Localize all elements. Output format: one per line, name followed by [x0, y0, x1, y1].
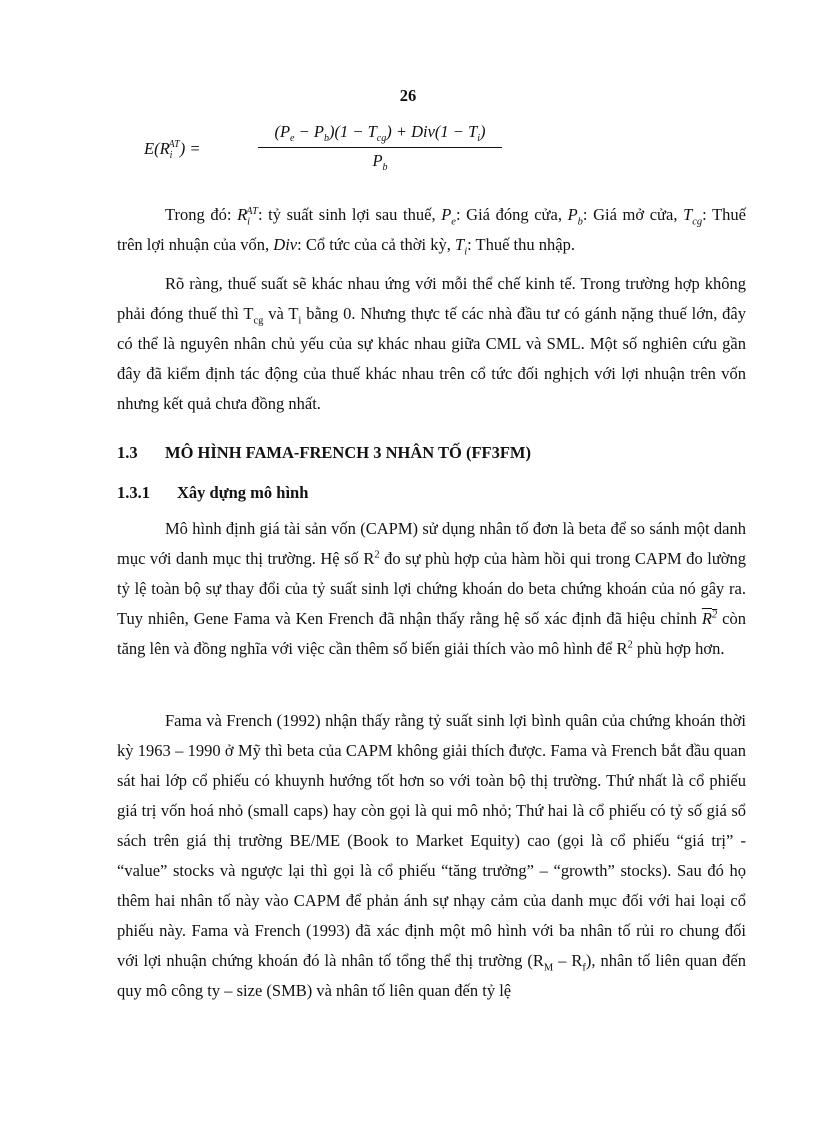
subsection-heading-1-3-1 — [117, 480, 746, 506]
formula-fraction — [256, 122, 504, 173]
section-number: 1.3 — [117, 443, 138, 462]
section-title: MÔ HÌNH FAMA-FRENCH 3 NHÂN TỐ (FF3FM) — [165, 443, 532, 462]
paragraph-capm-model: Mô hình định giá tài sản vốn (CAPM) sử dụng nhân tố đơn là beta để so sánh một danh mục với danh mục thị trường. Hệ số $R^2$ đo sự phù hợp của hàm hồi qui trong CAPM đo lường tỷ lệ toàn bộ sự thay đổi của tỷ suất sinh lợi chứng khoán do beta chứng khoán của nó gây ra. Tuy nhiên, Gene Fama và Ken French đã nhận thấy rằng hệ số xác định đã hiệu chỉnh $R^2$ còn tăng lên và đồng nghĩa với việc cần thêm số biến giải thích vào mô hình để $R^2$ phù hợp hơn. — [117, 519, 747, 658]
page-number: 26 — [399, 86, 417, 105]
section-heading-1-3 — [117, 440, 746, 466]
paragraph-formula-legend: Trong đó: $R_i^{AT}$: tỷ suất sinh lợi sau thuế, $P_e$: Giá đóng cửa, $P_b$: Giá mở cửa, $T_{cg}$: Thuế trên lợi nhuận của vốn, Div: Cổ tức của cả thời kỳ, $T_i$: Thuế thu nhập. — [117, 205, 746, 258]
formula-lhs: $E(R_i^{AT})$ = — [144, 139, 201, 161]
paragraph-tax-differences: Rõ ràng, thuế suất sẽ khác nhau ứng với mỗi thể chế kinh tế. Trong trường hợp không phải đóng thuế thì $T_{cg}$ và $T_i$ bằng 0. Nhưng thực tế các nhà đầu tư có gánh nặng thuế lớn, đây có thể là nguyên nhân chủ yếu của sự khác nhau giữa CML và SML. Một số nghiên cứu gần đây đã kiểm định tác động của thuế khác nhau trên cổ tức đối nghịch với lợi nhuận trên vốn nhưng kết quả chưa đồng nhất. — [117, 274, 746, 413]
paragraph-fama-french-findings: Fama và French (1992) nhận thấy rằng tỷ suất sinh lợi bình quân của chứng khoán thời kỳ 1963 – 1990 ở Mỹ thì beta của CAPM không giải thích được. Fama và French bắt đầu quan sát hai lớp cổ phiếu có khuynh hướng tốt hơn so với toàn bộ thị trường. Thứ nhất là cổ phiếu giá trị vốn hoá nhỏ (small caps) hay còn gọi là qui mô nhỏ; Thứ hai là cổ phiếu có tỷ số giá sổ sách trên giá thị trường BE/ME (Book to Market Equity) cao (gọi là cổ phiếu “giá trị” - “value” stocks và ngược lại thì gọi là cổ phiếu “tăng trưởng” – “growth” stocks). Sau đó họ thêm hai nhân tố này vào CAPM để phản ánh sự nhạy cảm của danh mục đối với hai loại cổ phiếu này. Fama và French (1993) đã xác định một mô hình với ba nhân tố rủi ro chung đối với lợi nhuận chứng khoán đó là nhân tố tổng thể thị trường $(R_M - R_f)$, nhân tố liên quan đến quy mô công ty – size (SMB) và nhân tố liên quan đến tỷ lệ — [117, 711, 746, 1000]
subsection-number: 1.3.1 — [117, 483, 150, 502]
formula-denominator: $P_b$ — [372, 151, 388, 173]
after-tax-return-formula — [144, 118, 544, 188]
formula-numerator: $(P_e - P_b)(1 - T_{cg}) + Div(1 - T_i)$ — [274, 122, 486, 144]
subsection-title: Xây dựng mô hình — [177, 483, 309, 502]
